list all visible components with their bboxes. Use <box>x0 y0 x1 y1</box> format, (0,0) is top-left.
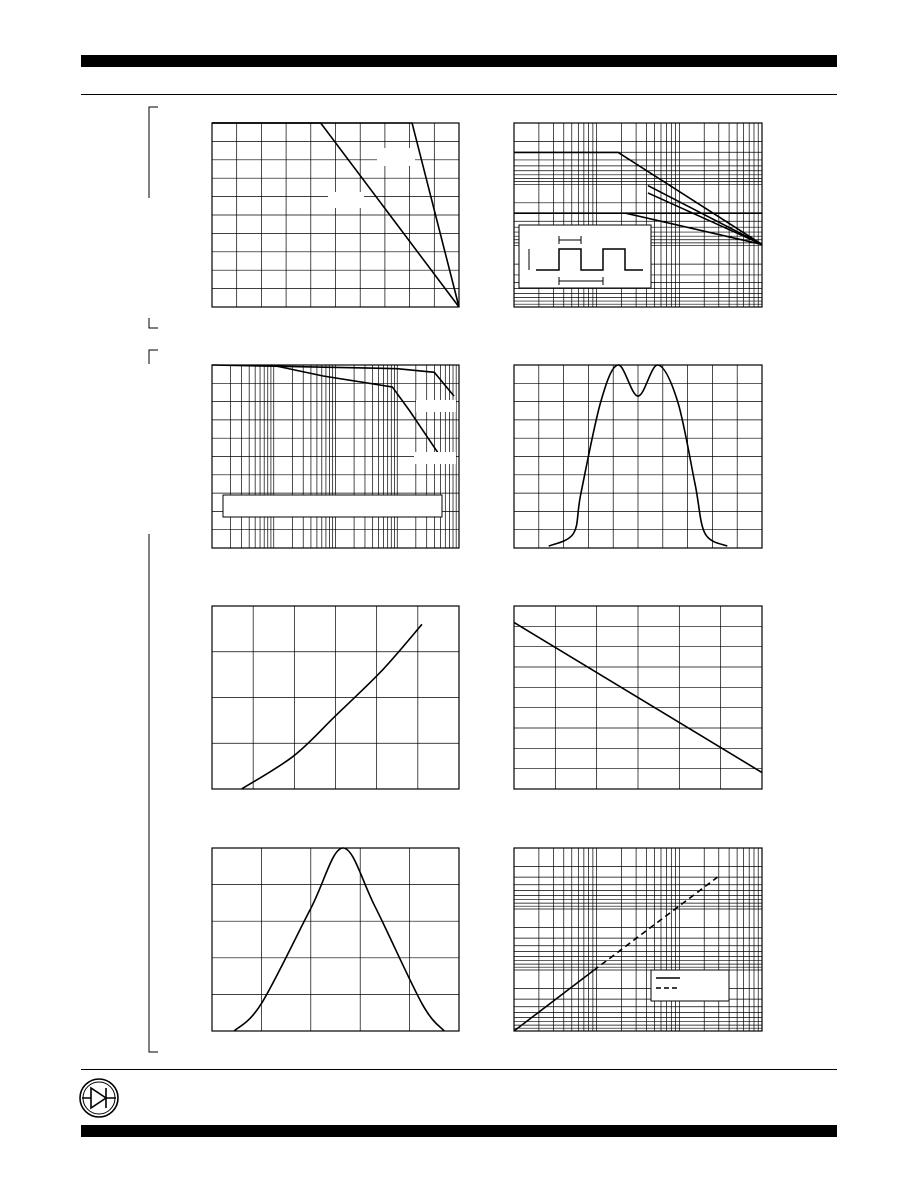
pulse-waveform-inset <box>519 225 651 288</box>
graph-4-grid <box>514 365 762 548</box>
diode-symbol-icon <box>80 1079 118 1117</box>
graph-1-label-box <box>377 148 415 166</box>
graph-1-label-box <box>328 192 364 208</box>
graph-5-grid <box>212 606 459 789</box>
graph-3-series-middle <box>271 365 439 455</box>
graph-2-series-slope-b <box>648 193 762 245</box>
graph-1 <box>212 123 459 307</box>
graph-5-series-rising <box>242 624 422 789</box>
graph-3-series-top <box>212 365 454 396</box>
graph-3-label-box <box>416 400 456 412</box>
graph-4 <box>514 365 762 548</box>
graph-7-series-bell <box>234 848 444 1031</box>
graph-8-legend-box <box>651 970 729 1001</box>
graph-3 <box>212 365 459 548</box>
graph-3-label-box <box>414 452 456 464</box>
graph-2 <box>514 123 762 307</box>
graph-8 <box>514 848 762 1031</box>
graph-3-legend-box <box>223 495 442 517</box>
graph-5 <box>212 606 459 789</box>
bracket-marks <box>149 107 158 1052</box>
graph-1-grid <box>212 123 459 307</box>
graph-7 <box>212 848 459 1031</box>
graph-6 <box>514 606 762 789</box>
graph-2-series-slope-a <box>648 186 762 245</box>
